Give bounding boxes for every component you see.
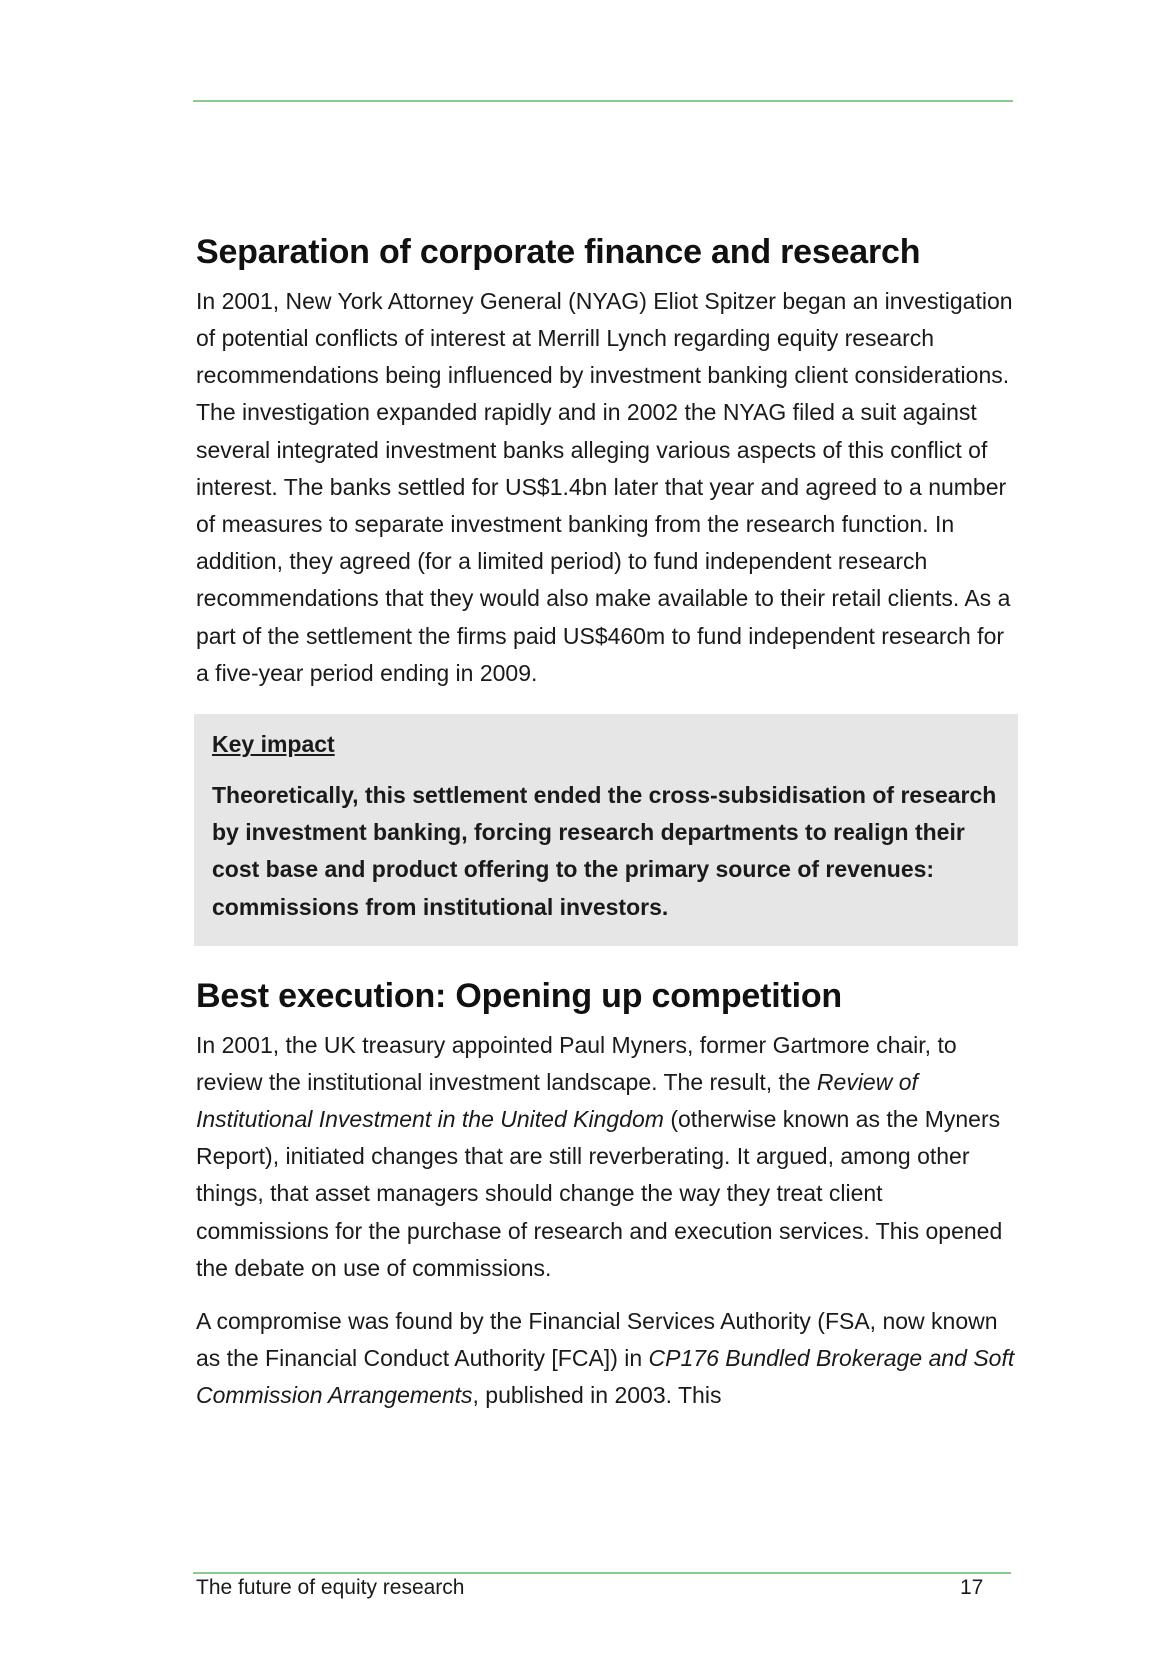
footer-rule	[193, 1572, 1011, 1574]
key-impact-title: Key impact	[212, 731, 335, 758]
myners-text-end: (otherwise known as the Myners Report), initiated changes that are still reverberating. It argued, among other things, that asset managers should change the way they treat client commissions for the purchase of research and execution services. This opened the debate on use of commissions.	[196, 1106, 1003, 1281]
page-content	[196, 232, 1016, 1431]
footer-page-number: 17	[960, 1576, 984, 1599]
fsa-text-end: , published in 2003. This	[472, 1382, 722, 1409]
header-rule	[193, 100, 1013, 102]
myners-text-start: In 2001, the UK treasury appointed Paul Myners, former Gartmore chair, to review the institutional investment landscape. The result, the	[196, 1031, 957, 1095]
key-impact-box	[194, 714, 1018, 946]
footer-document-title: The future of equity research	[196, 1576, 465, 1599]
cp176-title: CP176 Bundled Brokerage and Soft Commission Arrangements	[196, 1345, 1015, 1409]
paragraph-myners-review	[196, 1027, 1016, 1287]
myners-report-title: Review of Institutional Investment in the United Kingdom	[196, 1068, 918, 1133]
paragraph-fsa-compromise	[196, 1303, 1016, 1415]
section-heading-separation: Separation of corporate finance and research	[196, 233, 921, 271]
section-heading-best-execution: Best execution: Opening up competition	[196, 976, 842, 1015]
paragraph-nyag-investigation: In 2001, New York Attorney General (NYAG) Eliot Spitzer began an investigation of potential conflicts of interest at Merrill Lynch regarding equity research recommendations being influenced by investment banking client considerations. The investigation expanded rapidly and in 2002 the NYAG filed a suit against several integrated investment banks alleging various aspects of this conflict of interest. The banks settled for US$1.4bn later that year and agreed to a number of measures to separate investment banking from the research function. In addition, they agreed (for a limited period) to fund independent research recommendations that they would also make available to their retail clients. As a part of the settlement the firms paid US$460m to fund independent research for a five-year period ending in 2009.	[196, 287, 1013, 686]
fsa-text-start: A compromise was found by the Financial Services Authority (FSA, now known as the Financial Conduct Authority [FCA]) in	[196, 1308, 998, 1372]
key-impact-text: Theoretically, this settlement ended the cross-subsidisation of research by investment banking, forcing research departments to realign their cost base and product offering to the primary source of revenues: commissions from institutional investors.	[212, 782, 997, 920]
